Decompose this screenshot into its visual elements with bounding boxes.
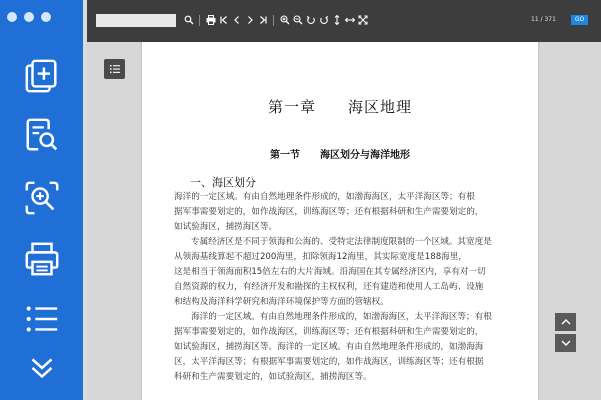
text-line: 海洋的一定区域。有由自然地理条件形成的，如渤海海区，太平洋海区等；有根	[174, 192, 475, 202]
print-tool-button[interactable]	[205, 13, 216, 27]
text-line: 和结构及海洋科学研究和海洋环境保护等方面的管辖权。	[174, 297, 389, 307]
rotate-right-icon	[319, 15, 329, 25]
text-line: 如试验海区，捕捞海区等。海洋的一定区域。有由自然地理条件形成的，如渤海海	[174, 342, 484, 352]
print-icon	[206, 15, 216, 25]
text-line: 科研和生产需要划定的，如试验海区，捕捞海区等。	[174, 372, 372, 382]
dot-icon	[41, 12, 51, 22]
window-dots	[7, 12, 51, 22]
expand-down-button[interactable]	[21, 346, 63, 388]
zoom-in-button[interactable]	[279, 13, 290, 27]
expand-down-icon	[23, 348, 61, 386]
section-title: 第一节 海区划分与海洋地形	[270, 150, 410, 161]
chapter-title: 第一章 海区地理	[267, 98, 412, 116]
print-icon	[23, 240, 61, 278]
document-search-button[interactable]	[21, 114, 63, 156]
text-line: 据军事需要划定的，如作战海区，训练海区等；还有根据科研和生产需要划定的，	[174, 327, 484, 337]
last-page-button[interactable]	[257, 13, 268, 27]
left-toolbar	[0, 0, 83, 400]
text-line: 专属经济区是不同于领海和公海的、受特定法律制度限制的一个区域。其宽度是	[191, 237, 492, 247]
divider	[199, 15, 200, 26]
zoom-in-icon	[280, 15, 290, 25]
first-page-button[interactable]	[218, 13, 229, 27]
text-line: 这是相当于领海面积15倍左右的大片海域。沿海国在其专属经济区内，享有对一切	[174, 267, 486, 277]
toolbar-tools	[183, 13, 368, 27]
first-page-icon	[219, 15, 229, 25]
search-button[interactable]	[183, 13, 194, 27]
go-button[interactable]: GO	[571, 15, 588, 25]
subsection-title: 一、海区划分	[190, 176, 256, 189]
sidebar-toggle-button[interactable]	[104, 59, 125, 79]
document-search-icon	[23, 116, 61, 154]
search-input[interactable]	[96, 14, 176, 27]
list-icon	[109, 63, 121, 75]
prev-page-icon	[232, 15, 242, 25]
search-icon	[184, 15, 194, 25]
fullscreen-icon	[358, 15, 368, 25]
rotate-left-button[interactable]	[305, 13, 316, 27]
text-line: 自然资源的权力，有经济开发和勘探的主权权利，还有建造和使用人工岛屿、设施	[174, 282, 484, 292]
prev-page-button[interactable]	[231, 13, 242, 27]
rotate-left-icon	[306, 15, 316, 25]
scroll-down-button[interactable]	[555, 334, 576, 352]
fit-width-button[interactable]	[344, 13, 355, 27]
document-page	[142, 42, 538, 400]
viewer-toolbar	[87, 0, 601, 42]
zoom-icon	[23, 179, 61, 217]
page-indicator: 11 / 371	[531, 16, 556, 23]
next-page-button[interactable]	[244, 13, 255, 27]
dot-icon	[24, 12, 34, 22]
zoom-out-icon	[293, 15, 303, 25]
add-page-icon	[23, 57, 61, 95]
text-line: 如试验海区，捕捞海区等。	[174, 222, 278, 232]
fullscreen-button[interactable]	[357, 13, 368, 27]
text-line: 据军事需要划定的，如作战海区，训练海区等；还有根据科研和生产需要划定的，	[174, 207, 484, 217]
text-line: 海洋的一定区域。有由自然地理条件形成的，如渤海海区，太平洋海区等；有根	[191, 312, 492, 322]
next-page-icon	[245, 15, 255, 25]
chevron-up-icon	[560, 316, 572, 328]
fit-height-icon	[332, 15, 342, 25]
text-line: 从领海基线算起不超过200海里，扣除领海12海里，其实际宽度是188海里，	[174, 252, 467, 262]
scroll-up-button[interactable]	[555, 313, 576, 331]
rotate-right-button[interactable]	[318, 13, 329, 27]
zoom-button[interactable]	[21, 177, 63, 219]
zoom-out-button[interactable]	[292, 13, 303, 27]
text-line: 区，太平洋海区等；有根据军事需要划定的，如作战海区，训练海区等；还有根据	[174, 357, 484, 367]
list-icon	[23, 300, 61, 338]
body-text	[174, 190, 510, 385]
last-page-icon	[258, 15, 268, 25]
fit-height-button[interactable]	[331, 13, 342, 27]
chevron-down-icon	[560, 337, 572, 349]
print-button[interactable]	[21, 238, 63, 280]
add-page-button[interactable]	[21, 55, 63, 97]
dot-icon	[7, 12, 17, 22]
divider	[273, 15, 274, 26]
list-button[interactable]	[21, 298, 63, 340]
left-gutter	[87, 42, 142, 400]
fit-width-icon	[345, 15, 355, 25]
